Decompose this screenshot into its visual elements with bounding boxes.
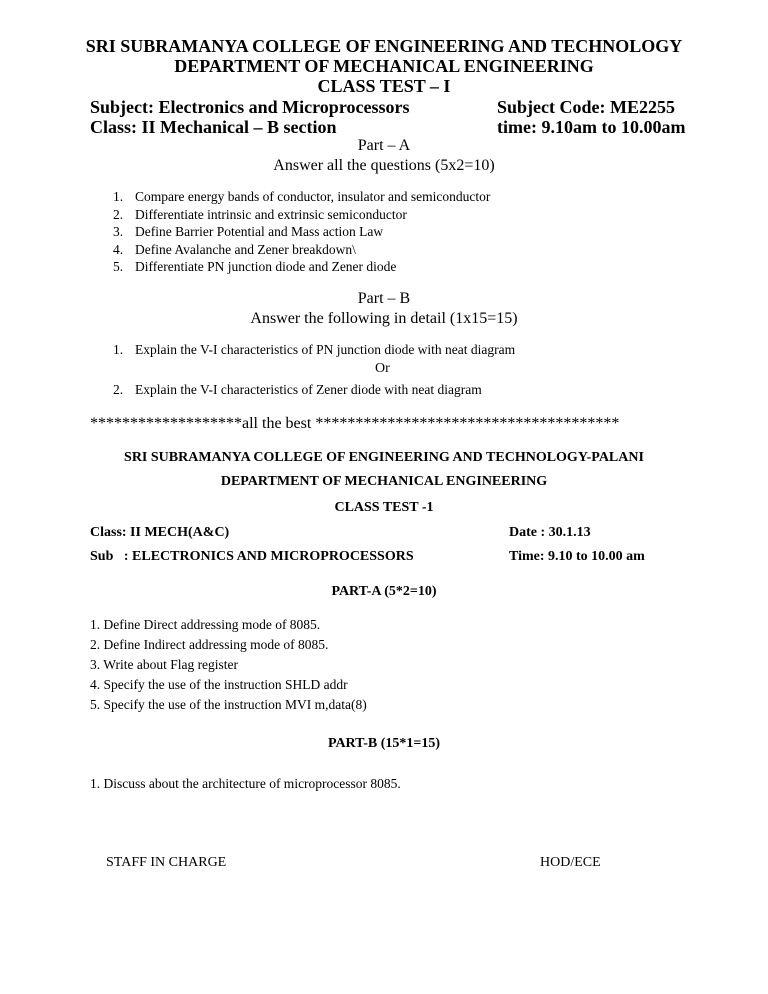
- college-title: SRI SUBRAMANYA COLLEGE OF ENGINEERING AND TECHNOLOGY: [85, 36, 683, 56]
- list-item: 1. Compare energy bands of conductor, insulator and semiconductor: [113, 189, 491, 204]
- list-item: 2. Define Indirect addressing mode of 8085.: [90, 637, 329, 652]
- list-item: 3. Write about Flag register: [90, 657, 239, 672]
- subject-label-2: Sub : ELECTRONICS AND MICROPROCESSORS: [90, 549, 414, 564]
- part-b-title: Part – B: [357, 290, 411, 307]
- part-b-question-list-2: [113, 381, 482, 399]
- department-title-2: DEPARTMENT OF MECHANICAL ENGINEERING: [220, 474, 548, 489]
- time-label: time: 9.10am to 10.00am: [497, 117, 686, 137]
- class-label-2: Class: II MECH(A&C): [90, 525, 230, 540]
- list-item: 1. Explain the V-I characteristics of PN junction diode with neat diagram: [113, 342, 516, 357]
- subject-label: Subject: Electronics and Microprocessors: [90, 97, 410, 117]
- part-b-title-2: PART-B (15*1=15): [327, 736, 441, 751]
- class-label: Class: II Mechanical – B section: [90, 117, 337, 137]
- test-title-2: CLASS TEST -1: [334, 500, 434, 515]
- part-a-title-2: PART-A (5*2=10): [331, 584, 437, 599]
- date-label: Date : 30.1.13: [509, 525, 591, 540]
- part-a-title: Part – A: [357, 137, 411, 154]
- list-item: 5. Differentiate PN junction diode and Zener diode: [113, 259, 397, 274]
- list-item: 4. Specify the use of the instruction SHLD addr: [90, 677, 348, 692]
- list-item: 2. Differentiate intrinsic and extrinsic semiconductor: [113, 206, 407, 222]
- college-title-2: SRI SUBRAMANYA COLLEGE OF ENGINEERING AND TECHNOLOGY-PALANI: [124, 450, 644, 465]
- list-item: 3. Define Barrier Potential and Mass action Law: [113, 224, 384, 239]
- closing-line: *******************all the best **************************************: [90, 415, 620, 432]
- department-title: DEPARTMENT OF MECHANICAL ENGINEERING: [174, 56, 594, 76]
- hod-signature-label: HOD/ECE: [540, 855, 601, 870]
- list-item: 2. Explain the V-I characteristics of Zener diode with neat diagram: [113, 382, 482, 397]
- test-title: CLASS TEST – I: [317, 76, 451, 96]
- subject-code-label: Subject Code: ME2255: [497, 97, 675, 117]
- part-a-question-list-2: [90, 615, 367, 715]
- list-item: 1. Discuss about the architecture of microprocessor 8085.: [90, 776, 401, 791]
- list-item: 1. Define Direct addressing mode of 8085.: [90, 617, 321, 632]
- part-b-instruction: Answer the following in detail (1x15=15): [250, 310, 518, 327]
- list-item: 5. Specify the use of the instruction MVI m,data(8): [90, 697, 367, 712]
- list-item: 4. Define Avalanche and Zener breakdown\: [113, 241, 356, 257]
- staff-signature-label: STAFF IN CHARGE: [106, 855, 227, 870]
- part-a-question-list: [113, 188, 490, 276]
- or-label: Or: [375, 361, 390, 376]
- part-a-instruction: Answer all the questions (5x2=10): [273, 157, 495, 174]
- time-label-2: Time: 9.10 to 10.00 am: [509, 549, 645, 564]
- part-b-question-list: [113, 341, 515, 359]
